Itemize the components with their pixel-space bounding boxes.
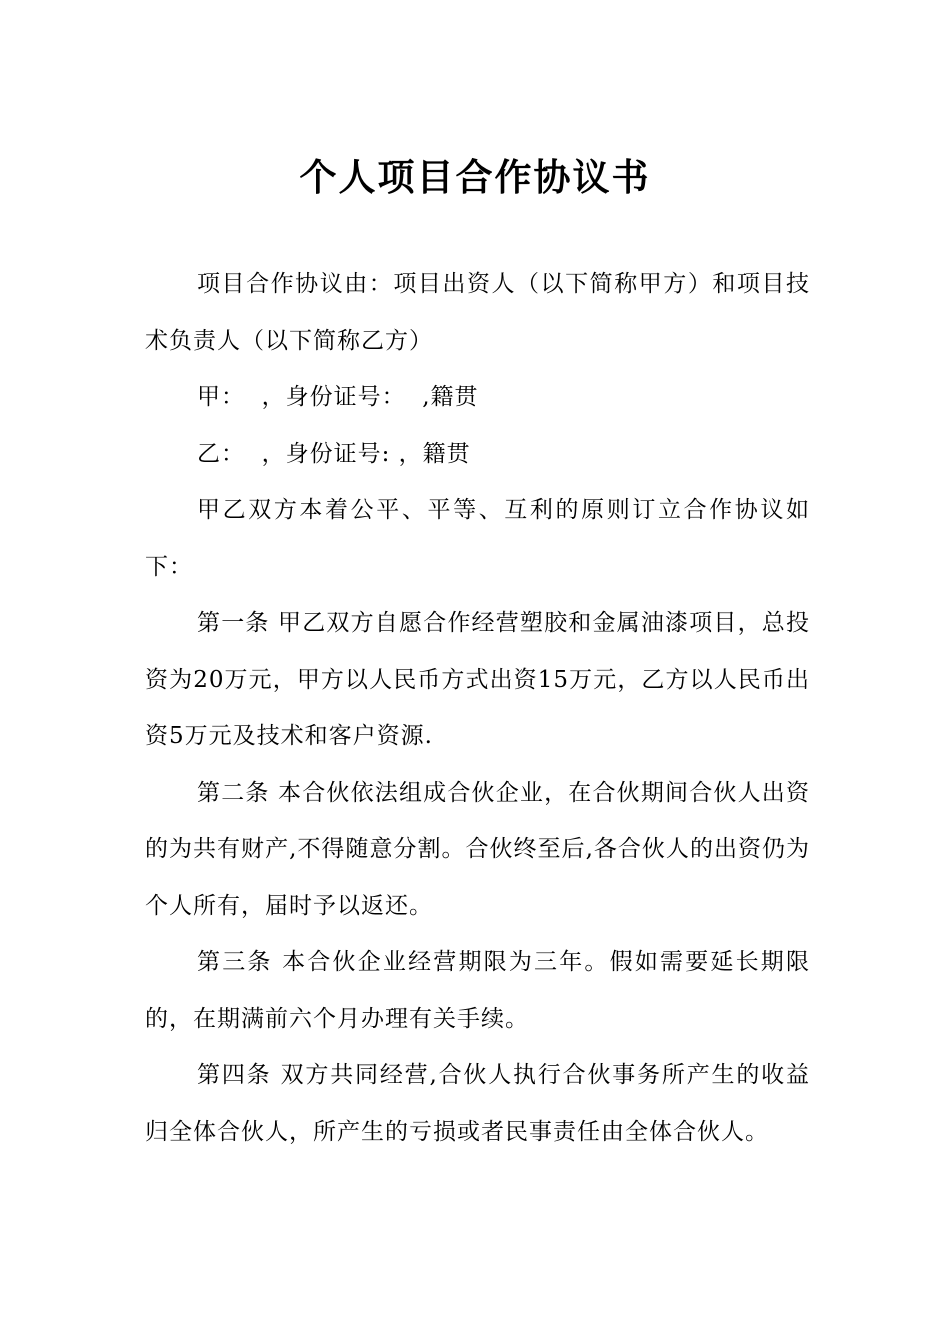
paragraph-intro: 项目合作协议由：项目出资人（以下简称甲方）和项目技术负责人（以下简称乙方） xyxy=(145,271,810,354)
paragraph-principle: 甲乙双方本着公平、平等、互利的原则订立合作协议如下： xyxy=(145,497,810,580)
paragraph-article-3: 第三条 本合伙企业经营期限为三年。假如需要延长期限的，在期满前六个月办理有关手续。 xyxy=(145,949,810,1032)
document-title: 个人项目合作协议书 xyxy=(299,154,651,199)
paragraph-party-b: 乙： ，身份证号: ，籍贯 xyxy=(197,440,471,467)
document-body xyxy=(145,256,810,1160)
paragraph-party-a: 甲： ，身份证号： ,籍贯 xyxy=(197,384,479,410)
paragraph-article-2: 第二条 本合伙依法组成合伙企业，在合伙期间合伙人出资的为共有财产,不得随意分割。合伙终至后,各合伙人的出资仍为个人所有，届时予以返还。 xyxy=(145,779,810,919)
paragraph-article-4: 第四条 双方共同经营,合伙人执行合伙事务所产生的收益归全体合伙人，所产生的亏损或者民事责任由全体合伙人。 xyxy=(145,1062,810,1145)
paragraph-article-1: 第一条 甲乙双方自愿合作经营塑胶和金属油漆项目，总投资为20万元，甲方以人民币方式出资15万元，乙方以人民币出资5万元及技术和客户资源. xyxy=(145,610,810,749)
